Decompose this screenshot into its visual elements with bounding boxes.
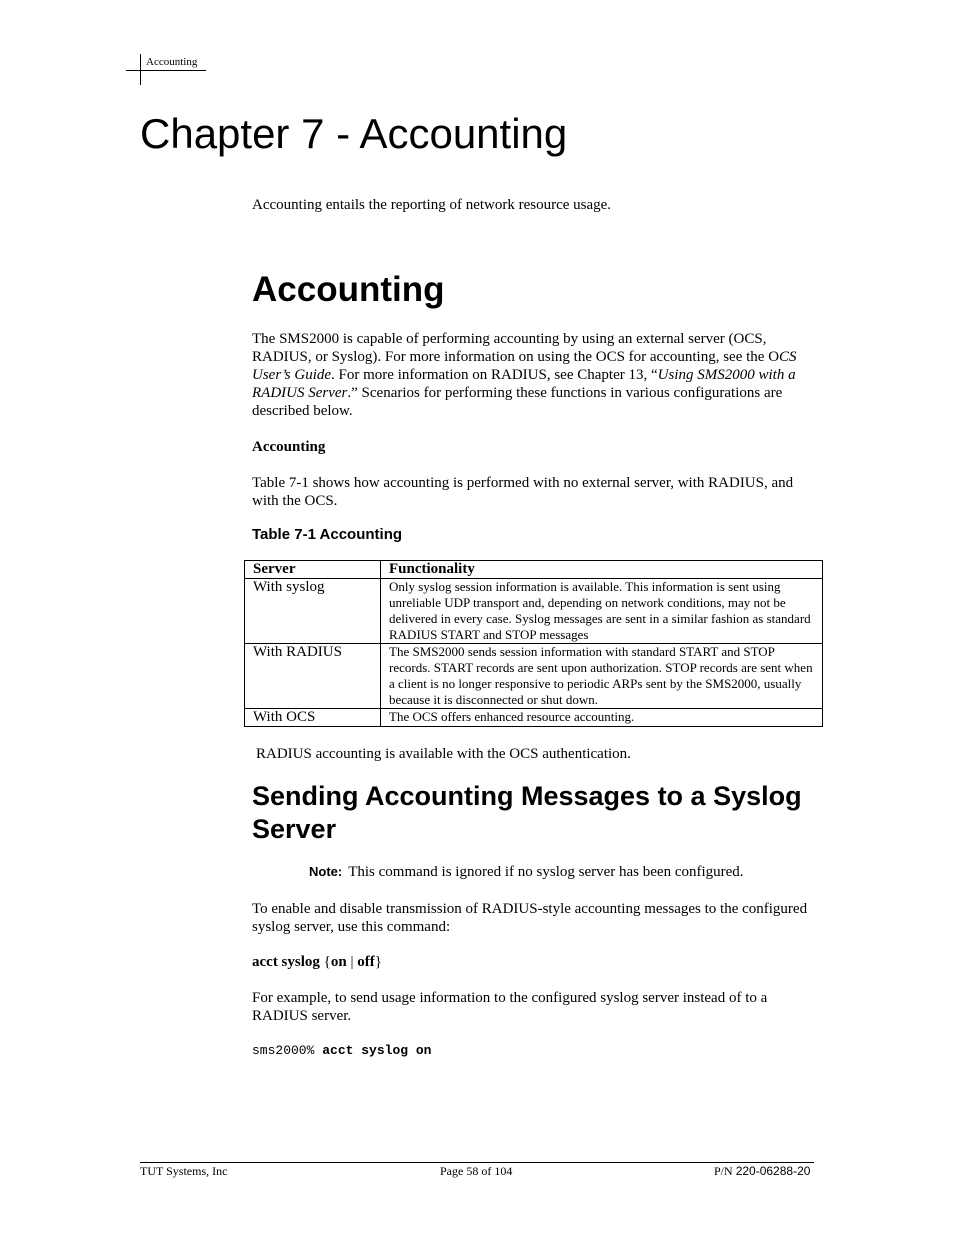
footer-company: TUT Systems, Inc <box>140 1164 228 1178</box>
command-syntax: acct syslog {on | off} <box>252 954 382 970</box>
accounting-paragraph: The SMS2000 is capable of performing accounting by using an external server (OCS, RADIUS, or Syslog). For more information on using the OCS for accounting, see the OCS User’s Guide. For more information on RADIUS, see Chapter 13, “Using SMS2000 with a RADIUS Server.” Scenarios for performing these functions in various configurations are described below. <box>252 331 797 419</box>
table-cell-functionality: The OCS offers enhanced resource accounting. <box>381 709 823 727</box>
table-cell-server: With OCS <box>245 709 381 727</box>
running-head: Accounting <box>146 56 198 68</box>
table-header-row <box>245 561 823 579</box>
table-row <box>245 644 823 709</box>
accounting-table <box>244 560 823 727</box>
table-header-server: Server <box>245 561 381 579</box>
chapter-intro: Accounting entails the reporting of network resource usage. <box>252 197 612 213</box>
table-row <box>245 709 823 727</box>
table-header-functionality: Functionality <box>381 561 823 579</box>
section-heading-accounting: Accounting <box>252 270 445 309</box>
footer-rule <box>140 1162 814 1163</box>
section-heading-syslog: Sending Accounting Messages to a Syslog Server <box>252 781 802 844</box>
table-caption: Table 7-1 Accounting <box>252 526 403 543</box>
table-cell-server: With syslog <box>245 579 381 644</box>
table-cell-functionality: Only syslog session information is available. This information is sent using unreliable UDP transport and, depending on network conditions, may not be delivered in every case. Syslog messages are sent in a similar fashion as standard RADIUS START and STOP messages <box>381 579 823 644</box>
footer-page-number: Page 58 of 104 <box>440 1164 513 1178</box>
note <box>309 864 744 881</box>
table-cell-functionality: The SMS2000 sends session information with standard START and STOP records. START records are sent upon authorization. STOP records are sent when a client is no longer responsive to periodic ARPs sent by the SMS2000, usually because it is disconnected or shut down. <box>381 644 823 709</box>
subheading-accounting: Accounting <box>252 439 326 455</box>
table-cell-server: With RADIUS <box>245 644 381 709</box>
table-intro-paragraph: Table 7-1 shows how accounting is performed with no external server, with RADIUS, and with the OCS. <box>252 475 794 509</box>
example-paragraph: For example, to send usage information to the configured syslog server instead of to a RADIUS server. <box>252 990 768 1024</box>
crop-mark-vertical <box>140 54 141 85</box>
chapter-title: Chapter 7 - Accounting <box>140 110 568 157</box>
table-row <box>245 579 823 644</box>
note-text: This command is ignored if no syslog server has been configured. <box>348 864 744 880</box>
syslog-paragraph: To enable and disable transmission of RADIUS-style accounting messages to the configured syslog server, use this command: <box>252 901 808 935</box>
code-example: sms2000% acct syslog on <box>252 1043 432 1058</box>
footer-part-number: P/N 220-06288-20 <box>714 1164 811 1178</box>
radius-note: RADIUS accounting is available with the OCS authentication. <box>256 746 631 762</box>
crop-mark-horizontal <box>126 70 206 71</box>
note-label: Note: <box>309 864 343 879</box>
